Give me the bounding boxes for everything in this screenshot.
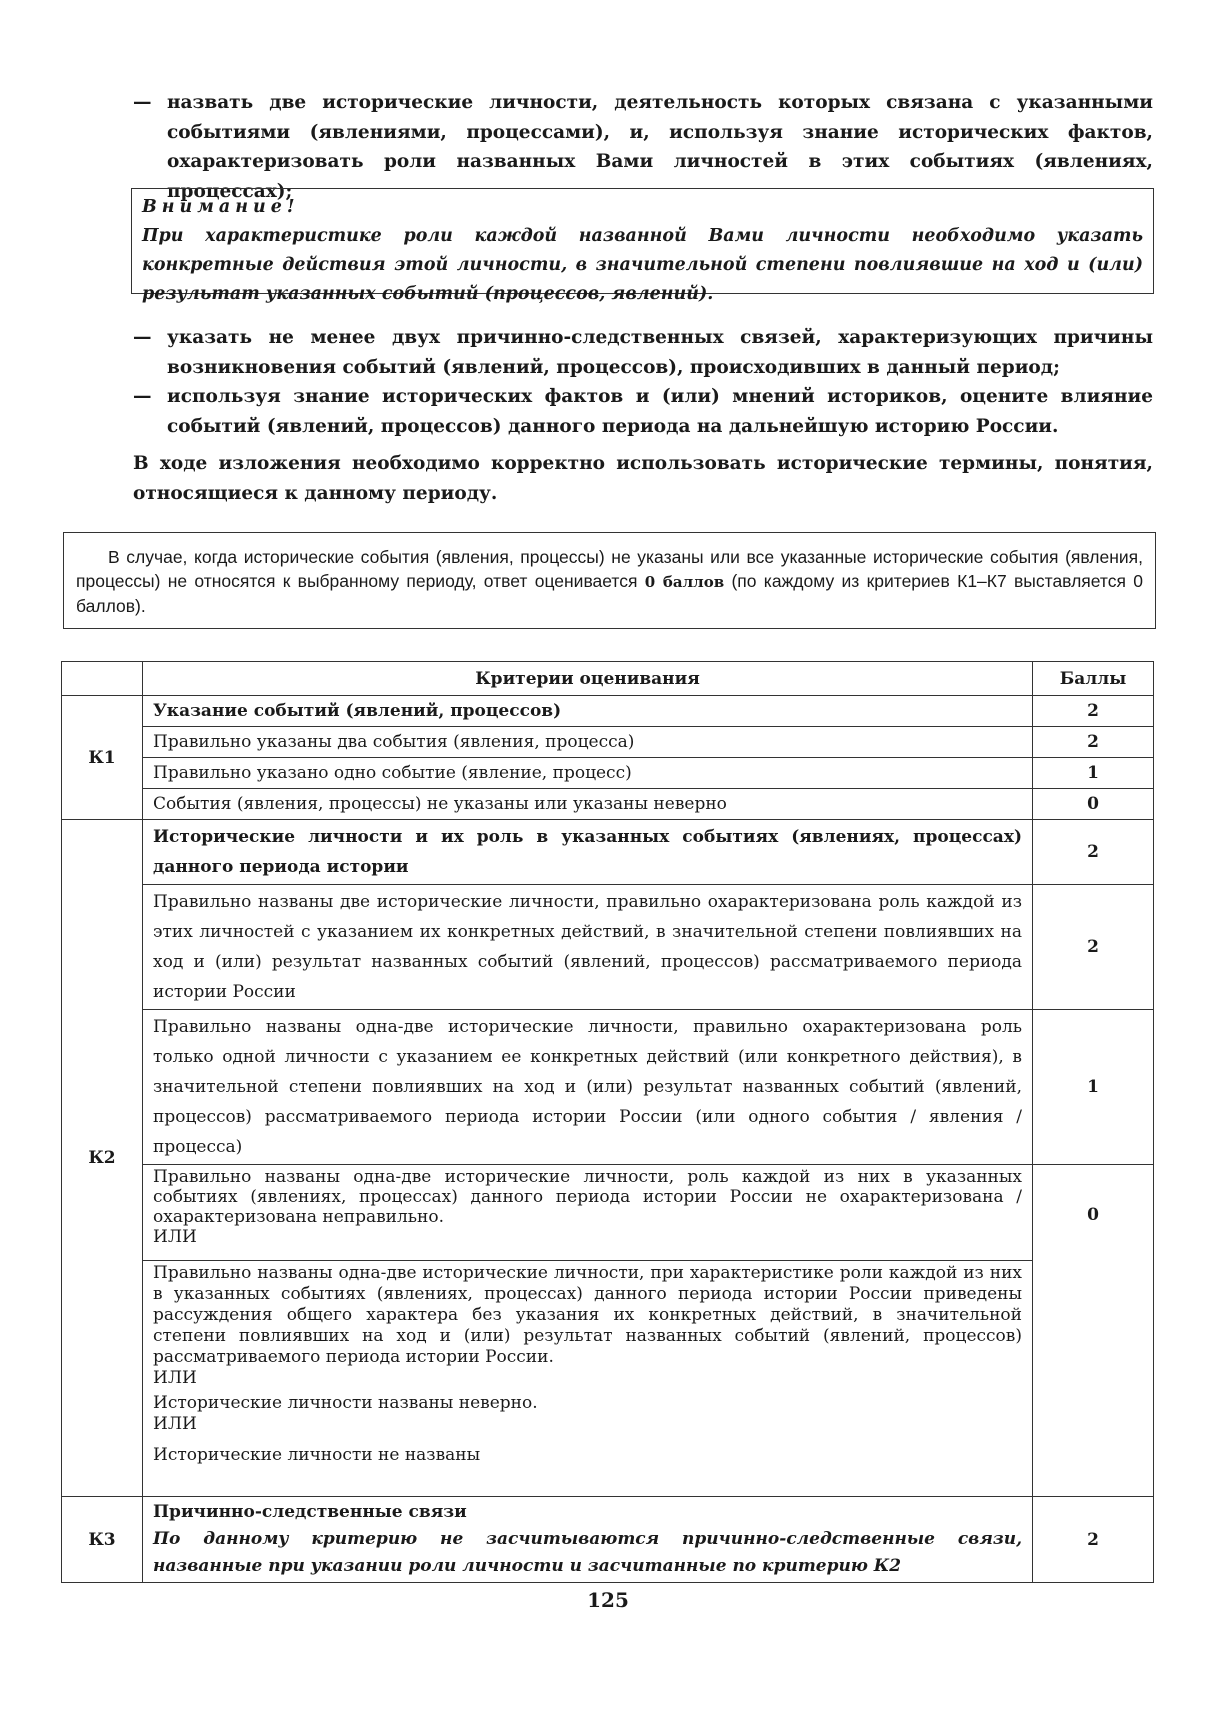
criterion-code: К2 [62,820,143,1497]
header-criteria: Критерии оценивания [143,662,1033,696]
criterion-text [143,1165,1033,1261]
criterion-note: По данному критерию не засчитываются причинно-следственные связи, названные при указании роли личности и засчитанные по критерию К2 [153,1529,1022,1576]
page-number: 125 [587,1588,629,1612]
criterion-title: Причинно-следственные связи [153,1502,467,1522]
or-label: ИЛИ [153,1414,197,1434]
criterion-code: К3 [62,1497,143,1583]
zero-part-4: Исторические личности не названы [153,1445,481,1465]
bullet-text: назвать две исторические личности, деятельность которых связана с указанными событиями (явлениями, процессами), и, используя знание исторических фактов, охарактеризовать роли названных Вами личностей в этих событиях (явлениях, процессах); [167,92,1153,202]
points: 2 [1033,820,1154,885]
zero-part-2: Правильно названы одна-две исторические личности, при характеристике роли каждой из них в указанных событиях (явлениях, процессах) данного периода истории России приведены рассуждения общего характера без указания их конкретных действий, в значительной степени повлиявших на ход и (или) результат названных событий (явлений, процессов) рассматриваемого периода истории России. [153,1263,1022,1367]
zero-part-1: Правильно названы одна-две исторические личности, роль каждой из них в указанных событиях (явлениях, процессах) данного периода истории России не охарактеризована / охарактеризована неправильно. [153,1167,1022,1227]
note-text-end: (по каждому из критериев К1–К7 выставляется 0 баллов). [76,571,1143,616]
note-text: В случае, когда исторические события (явления, процессы) не указаны или все указанные исторические события (явления, процессы) не относятся к выбранному периоду, ответ оценивается [76,547,1143,591]
bullet-text: используя знание исторических фактов и (или) мнений историков, оцените влияние событий (явлений, процессов) данного периода на дальнейшую историю России. [167,386,1153,437]
table-row [62,1261,1154,1497]
bullet-text: указать не менее двух причинно-следственных связей, характеризующих причины возникновения событий (явлений, процессов), происходивших в данный период; [167,327,1153,378]
points: 2 [1033,1497,1154,1583]
table-row [62,885,1154,1010]
criterion-title: Исторические личности и их роль в указанных событиях (явлениях, процессах) данного периода истории [143,820,1033,885]
note-box [63,532,1156,629]
paragraph: В ходе изложения необходимо корректно использовать исторические термины, понятия, относящиеся к данному периоду. [133,453,1153,504]
intro-bullet: — назвать две исторические личности, деятельность которых связана с указанными событиями (явлениями, процессами), и, используя знание исторических фактов, охарактеризовать роли названных Вами личностей в этих событиях (явлениях, процессах); [133,92,1153,202]
attention-title: Внимание! [142,197,300,217]
criterion-text: Правильно названы две исторические личности, правильно охарактеризована роль каждой из этих личностей с указанием их конкретных действий, в значительной степени повлиявших на ход и (или) результат названных событий (явлений, процессов) рассматриваемого периода истории России [143,885,1033,1010]
points: 0 [1033,789,1154,820]
criterion-text: Правильно указаны два события (явления, процесса) [143,727,1033,758]
or-label: ИЛИ [153,1368,197,1388]
criterion-title: Указание событий (явлений, процессов) [143,696,1033,727]
header-points: Баллы [1033,662,1154,696]
table-row [62,1165,1154,1261]
criterion-text: События (явления, процессы) не указаны или указаны неверно [143,789,1033,820]
points: 2 [1033,885,1154,1010]
points: 2 [1033,696,1154,727]
table-row [62,758,1154,789]
table-row [62,1497,1154,1583]
table-row [62,727,1154,758]
points: 0 [1033,1165,1154,1497]
attention-text: При характеристике роли каждой названной Вами личности необходимо указать конкретные действия этой личности, в значительной степени повлиявшие на ход и (или) результат указанных событий (процессов, явлений). [142,226,1143,304]
points: 1 [1033,758,1154,789]
points: 2 [1033,727,1154,758]
criterion-text: Правильно названы одна-две исторические личности, правильно охарактеризована роль только одной личности с указанием ее конкретных действий (или конкретного действия), в значительной степени повлиявших на ход и (или) результат названных событий (явлений, процессов) рассматриваемого периода истории России (или одного события / явления / процесса) [143,1010,1033,1165]
table-header [62,662,1154,696]
zero-part-3: Исторические личности названы неверно. [153,1393,538,1413]
table-row [62,1010,1154,1165]
criteria-table [61,661,1154,1583]
table-row [62,696,1154,727]
bullet-list: — указать не менее двух причинно-следственных связей, характеризующих причины возникновения событий (явлений, процессов), происходивших в данный период; — используя знание исторических фактов и (или) мнений историков, оцените влияние событий (явлений, процессов) данного периода на дальнейшую историю России. В ходе изложения необходимо корректно использовать исторические термины, понятия, относящиеся к данному периоду. [133,323,1153,508]
table-row [62,789,1154,820]
criterion-text: Правильно указано одно событие (явление, процесс) [143,758,1033,789]
criterion-code: К1 [62,696,143,820]
or-label: ИЛИ [153,1227,197,1247]
attention-box [131,188,1154,304]
criterion-text [143,1497,1033,1583]
criterion-text [143,1261,1033,1497]
note-bold: 0 баллов [644,573,725,591]
points: 1 [1033,1010,1154,1165]
table-row [62,820,1154,885]
